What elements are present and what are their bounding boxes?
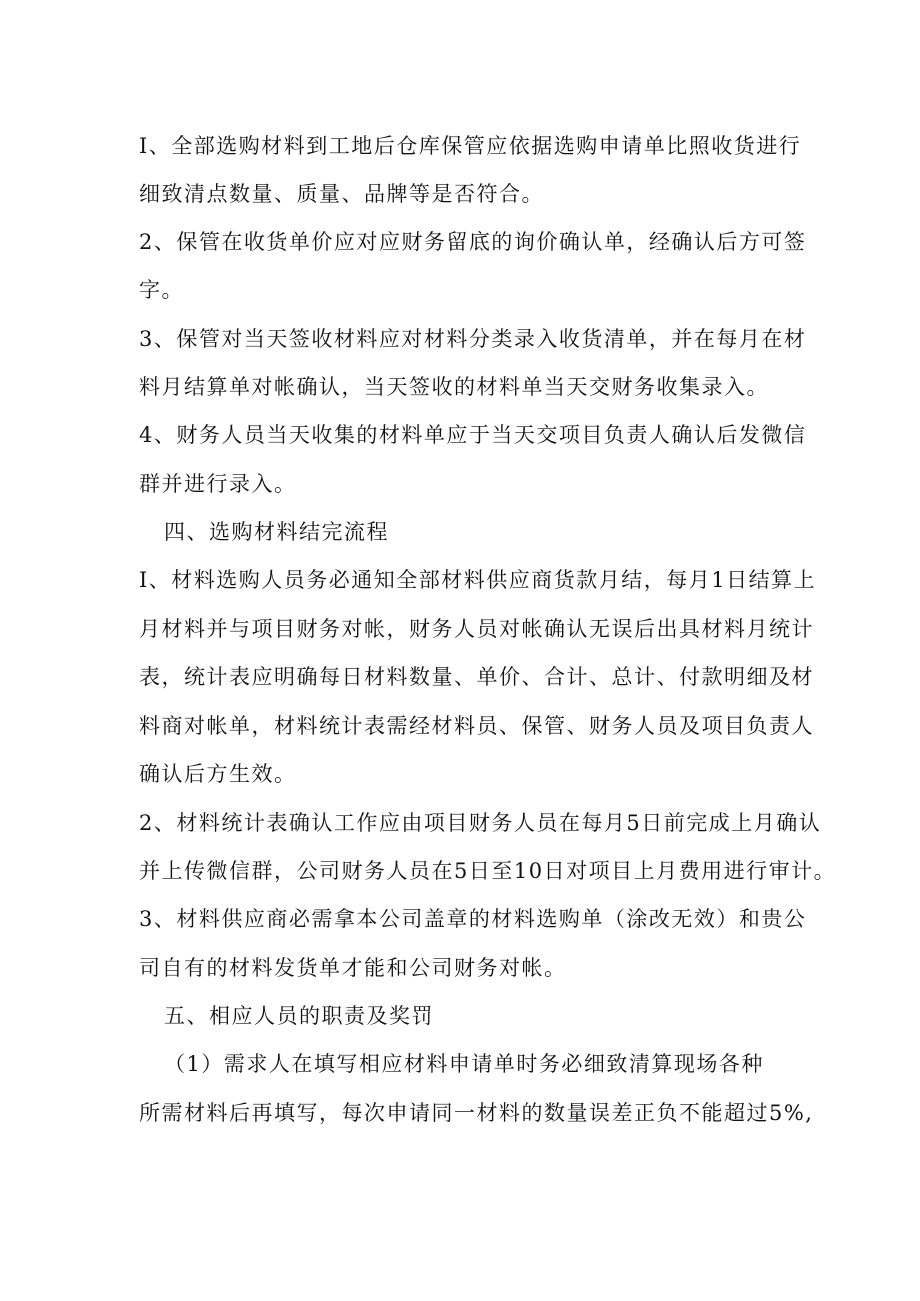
paragraph-line-21: 所需材料后再填写，每次申请同一材料的数量误差正负不能超过5%, (139, 1101, 814, 1125)
paragraph-line-6: 料月结算单对帐确认，当天签收的材料单当天交财务收集录入。 (139, 375, 769, 399)
paragraph-line-15: 2、材料统计表确认工作应由项目财务人员在每月5日前完成上月确认 (139, 811, 822, 835)
paragraph-line-12: 表，统计表应明确每日材料数量、单价、合计、总计、付款明细及材 (139, 665, 814, 689)
paragraph-line-11: 月材料并与项目财务对帐，财务人员对帐确认无误后出具材料月统计 (139, 617, 814, 641)
section-heading-5: 五、相应人员的职责及奖罚 (164, 1004, 434, 1028)
section-heading-4: 四、选购材料结完流程 (164, 520, 389, 544)
paragraph-line-13: 料商对帐单，材料统计表需经材料员、保管、财务人员及项目负责人 (139, 714, 814, 738)
paragraph-line-18: 司自有的材料发货单才能和公司财务对帐。 (139, 956, 567, 980)
paragraph-line-5: 3、保管对当天签收材料应对材料分类录入收货清单，并在每月在材 (139, 327, 807, 351)
paragraph-line-2: 细致清点数量、质量、品牌等是否符合。 (139, 182, 544, 206)
paragraph-line-14: 确认后方生效。 (139, 762, 297, 786)
paragraph-line-16: 并上传微信群，公司财务人员在5日至10日对项目上月费用进行审计。 (139, 859, 837, 883)
paragraph-line-3: 2、保管在收货单价应对应财务留底的询价确认单，经确认后方可签 (139, 230, 807, 254)
paragraph-line-17: 3、材料供应商必需拿本公司盖章的材料选购单（涂改无效）和贵公 (139, 907, 807, 931)
paragraph-line-4: 字。 (139, 278, 184, 302)
paragraph-line-10: I、材料选购人员务必通知全部材料供应商货款月结，每月1日结算上 (139, 568, 817, 592)
paragraph-line-7: 4、财务人员当天收集的材料单应于当天交项目负责人确认后发微信 (139, 423, 807, 447)
paragraph-line-8: 群并进行录入。 (139, 472, 297, 496)
paragraph-line-1: I、全部选购材料到工地后仓库保管应依据选购申请单比照收货进行 (139, 134, 802, 158)
paragraph-line-20: （1）需求人在填写相应材料申请单时务必细致清算现场各种 (164, 1052, 764, 1076)
